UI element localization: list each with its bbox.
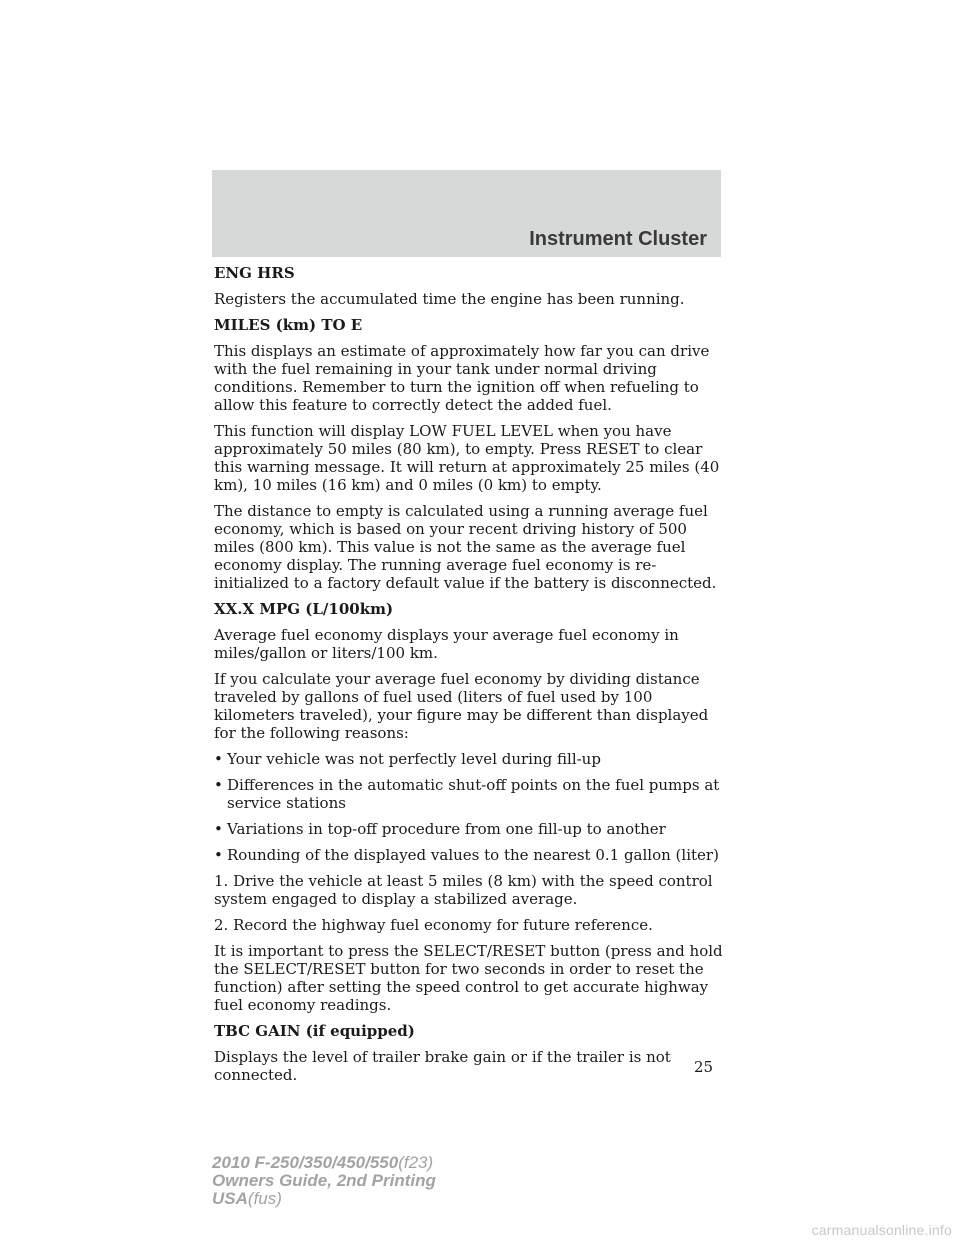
watermark: carmanualsonline.info xyxy=(811,1222,952,1238)
heading-miles-to-e: MILES (km) TO E xyxy=(214,316,363,334)
section-header-band xyxy=(212,170,721,257)
page-content xyxy=(214,264,724,1092)
list-item: • Rounding of the displayed values to the nearest 0.1 gallon (liter) xyxy=(214,846,719,864)
reasons-list xyxy=(214,750,724,864)
heading-mpg: XX.X MPG (L/100km) xyxy=(214,600,394,618)
paragraph-eng-hrs: Registers the accumulated time the engine has been running. xyxy=(214,290,685,308)
list-item: • Variations in top-off procedure from one fill-up to another xyxy=(214,820,666,838)
list-item: • Your vehicle was not perfectly level during fill-up xyxy=(214,750,601,768)
footer-line-3: USA(fus) xyxy=(212,1189,282,1208)
bullet-symbol: • xyxy=(214,846,223,864)
paragraph-mpg-1: Average fuel economy displays your average fuel economy in miles/gallon or liters/100 km. xyxy=(214,626,679,662)
bullet-symbol: • xyxy=(214,750,223,768)
footer-line-1: 2010 F-250/350/450/550(f23) xyxy=(212,1153,434,1172)
paragraph-mpg-2: If you calculate your average fuel economy by dividing distance traveled by gallons of fuel used (liters of fuel used by 100 kilometers traveled), your figure may be different than displayed for the following reasons: xyxy=(214,670,709,742)
list-item: • Differences in the automatic shut-off points on the fuel pumps at service stations xyxy=(214,776,720,812)
bullet-symbol: • xyxy=(214,776,223,794)
paragraph-mpg-3: It is important to press the SELECT/RESET button (press and hold the SELECT/RESET button for two seconds in order to reset the function) after setting the speed control to get accurate highway fuel economy readings. xyxy=(214,942,723,1014)
step-1: 1. Drive the vehicle at least 5 miles (8 km) with the speed control system engaged to display a stabilized average. xyxy=(214,872,713,908)
heading-eng-hrs: ENG HRS xyxy=(214,264,295,282)
bullet-symbol: • xyxy=(214,820,223,838)
heading-tbc-gain: TBC GAIN (if equipped) xyxy=(214,1022,415,1040)
section-title: Instrument Cluster xyxy=(529,228,707,250)
step-2: 2. Record the highway fuel economy for future reference. xyxy=(214,916,653,934)
paragraph-miles-to-e-3: The distance to empty is calculated using a running average fuel economy, which is based on your recent driving history of 500 miles (800 km). This value is not the same as the average fuel economy display. The running average fuel economy is re-initialized to a factory default value if the battery is disconnected. xyxy=(214,502,717,592)
page-number: 25 xyxy=(694,1058,714,1076)
paragraph-miles-to-e-1: This displays an estimate of approximately how far you can drive with the fuel remaining in your tank under normal driving conditions. Remember to turn the ignition off when refueling to allow this feature to correctly detect the added fuel. xyxy=(214,342,710,414)
paragraph-tbc-gain: Displays the level of trailer brake gain or if the trailer is not connected. xyxy=(214,1048,671,1084)
paragraph-miles-to-e-2: This function will display LOW FUEL LEVEL when you have approximately 50 miles (80 km), to empty. Press RESET to clear this warning message. It will return at approximately 25 miles (40 km), 10 miles (16 km) and 0 miles (0 km) to empty. xyxy=(214,422,720,494)
footer-line-2: Owners Guide, 2nd Printing xyxy=(212,1171,436,1190)
document-footer xyxy=(212,1154,436,1208)
